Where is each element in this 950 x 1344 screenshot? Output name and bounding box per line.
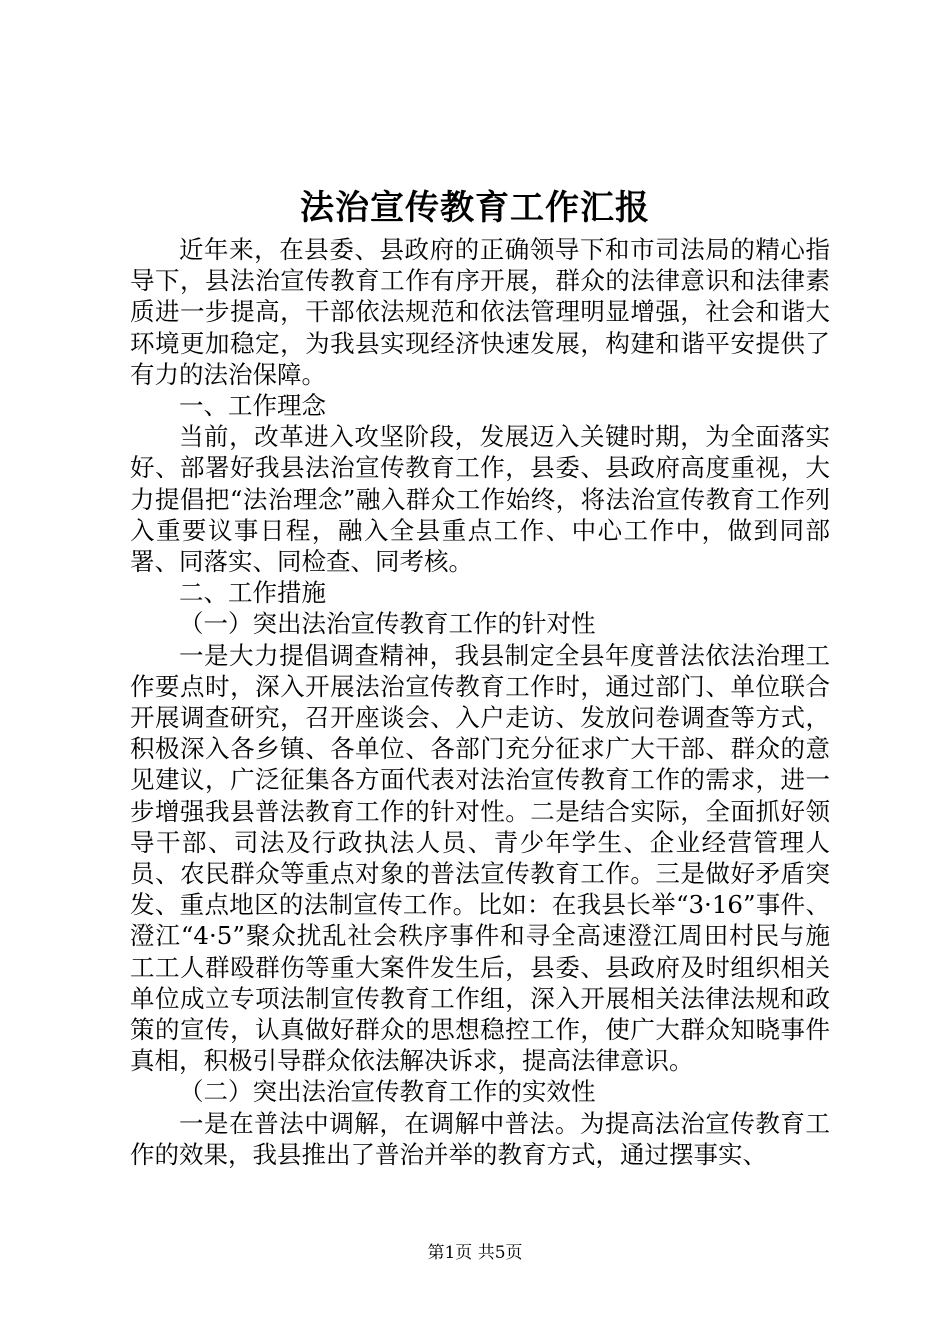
subsection-heading-effectiveness: （二）突出法治宣传教育工作的实效性 <box>179 1077 596 1107</box>
section-heading-measures: 二、工作措施 <box>179 578 326 608</box>
targeted-paragraph: 一是大力提倡调查精神，我县制定全县年度普法依法治理工作要点时，深入开展法治宣传教育工作时，通过部门、单位联合开展调查研究，召开座谈会、入户走访、发放问卷调查等方式，积极深入各乡镇、各单位、各部门充分征求广大干部、群众的意见建议，广泛征集各方面代表对法治宣传教育工作的需求，进一步增强我县普法教育工作的针对性。二是结合实际，全面抓好领导干部、司法及行政执法人员、青少年学生、企业经营管理人员、农民群众等重点对象的普法宣传教育工作。三是做好矛盾突发、重点地区的法制宣传工作。比如：在我县长举“3·16”事件、澄江“4·5”聚众扰乱社会秩序事件和寻全高速澄江周田村民与施工工人群殴群伤等重大案件发生后，县委、县政府及时组织相关单位成立专项法制宣传教育工作组，深入开展相关法律法规和政策的宣传，认真做好群众的思想稳控工作，使广大群众知晓事件真相，积极引导群众依法解决诉求，提高法律意识。 <box>130 640 830 1076</box>
intro-paragraph: 近年来，在县委、县政府的正确领导下和市司法局的精心指导下，县法治宣传教育工作有序开展，群众的法律意识和法律素质进一步提高，干部依法规范和依法管理明显增强，社会和谐大环境更加稳定，为我县实现经济快速发展，构建和谐平安提供了有力的法治保障。 <box>130 235 830 389</box>
effectiveness-paragraph: 一是在普法中调解，在调解中普法。为提高法治宣传教育工作的效果，我县推出了普治并举的教育方式，通过摆事实、 <box>130 1108 830 1169</box>
section-heading-philosophy: 一、工作理念 <box>179 391 326 421</box>
philosophy-paragraph: 当前，改革进入攻坚阶段，发展迈入关键时期，为全面落实好、部署好我县法治宣传教育工作，县委、县政府高度重视，大力提倡把“法治理念”融入群众工作始终，将法治宣传教育工作列入重要议事日程，融入全县重点工作、中心工作中，做到同部署、同落实、同检查、同考核。 <box>130 422 830 577</box>
subsection-heading-targeted: （一）突出法治宣传教育工作的针对性 <box>179 609 596 639</box>
document-body <box>130 234 830 1170</box>
document-title: 法治宣传教育工作汇报 <box>300 188 650 228</box>
page-footer: 第1页 共5页 <box>427 1243 523 1263</box>
